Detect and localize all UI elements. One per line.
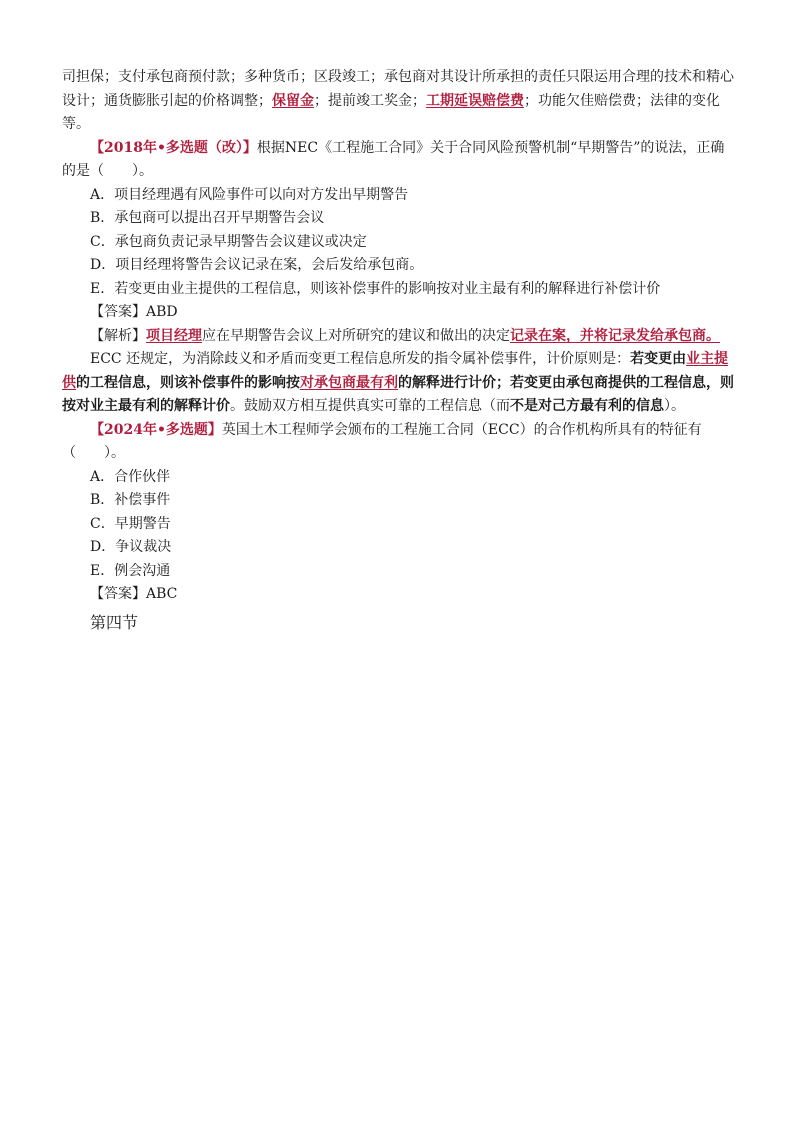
intro-paragraph: 司担保；支付承包商预付款；多种货币；区段竣工；承包商对其设计所承担的责任只限运用合理的技术和精心设计；通货膨胀引起的价格调整；保留金；提前竣工奖金；工期延误赔偿费；功能欠佳赔偿费；法律的变化等。	[62, 69, 734, 132]
question-1-answer: 【答案】ABD	[90, 304, 178, 320]
document-content	[62, 66, 738, 634]
question-2-stem: 【2024年•多选题】英国土木工程师学会颁布的工程施工合同（ECC）的合作机构所具有的特征有（ ）。	[62, 421, 702, 461]
question-2-option-d: D．争议裁决	[90, 539, 172, 555]
analysis-label: 【解析】	[90, 327, 146, 344]
question-1-stem: 【2018年•多选题（改）】根据NEC《工程施工合同》关于合同风险预警机制“早期警告”的说法，正确的是（ ）。	[62, 139, 725, 179]
section-title: 第四节	[90, 612, 139, 632]
question-1-option-a: A．项目经理遇有风险事件可以向对方发出早期警告	[90, 186, 409, 203]
highlight-retention: 保留金	[272, 92, 314, 109]
question-1-tag: 【2018年•多选题（改）】	[90, 139, 257, 156]
question-2-option-e: E．例会沟通	[90, 562, 171, 579]
question-1-analysis: 【解析】项目经理应在早期警告会议上对所研究的建议和做出的决定记录在案，并将记录发给承包商。	[90, 327, 720, 344]
question-2-tag: 【2024年•多选题】	[90, 421, 222, 438]
question-1-option-d: D．项目经理将警告会议记录在案，会后发给承包商。	[90, 257, 424, 273]
question-2-answer: 【答案】ABC	[90, 586, 178, 602]
question-1-option-e: E．若变更由业主提供的工程信息，则该补偿事件的影响按对业主最有利的解释进行补偿计价	[90, 280, 661, 297]
question-1-option-c: C．承包商负责记录早期警告会议建议或决定	[90, 233, 367, 250]
question-2-option-a: A．合作伙伴	[90, 468, 171, 485]
question-2-option-c: C．早期警告	[90, 515, 171, 532]
question-1-option-b: B．承包商可以提出召开早期警告会议	[90, 210, 325, 226]
highlight-delay-damages: 工期延误赔偿费	[426, 92, 524, 109]
ecc-rule-paragraph: ECC 还规定，为消除歧义和矛盾而变更工程信息所发的指令属补偿事件，计价原则是：若变更由业主提供的工程信息，则该补偿事件的影响按对承包商最有利的解释进行计价；若变更由承包商提供的工程信息，则按对业主最有利的解释计价。鼓励双方相互提供真实可靠的工程信息（而不是对己方最有利的信息）。	[62, 351, 734, 414]
question-2-option-b: B．补偿事件	[90, 492, 171, 508]
